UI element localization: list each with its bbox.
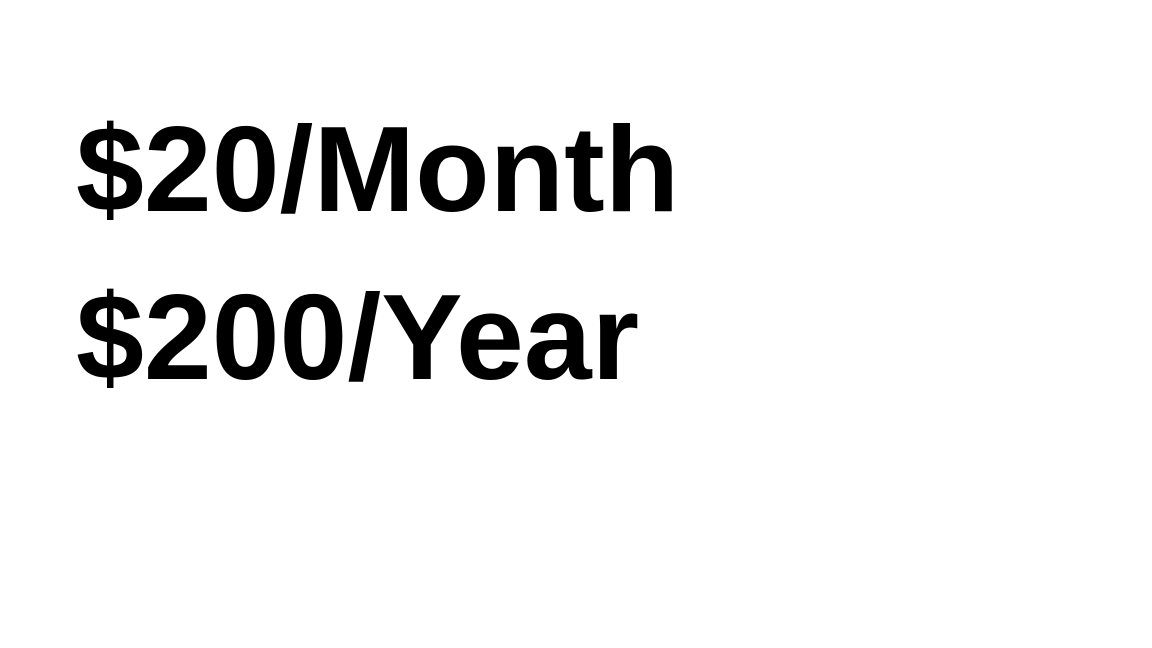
yearly-price-text: $200/Year (76, 269, 640, 405)
monthly-price-text: $20/Month (76, 101, 680, 237)
